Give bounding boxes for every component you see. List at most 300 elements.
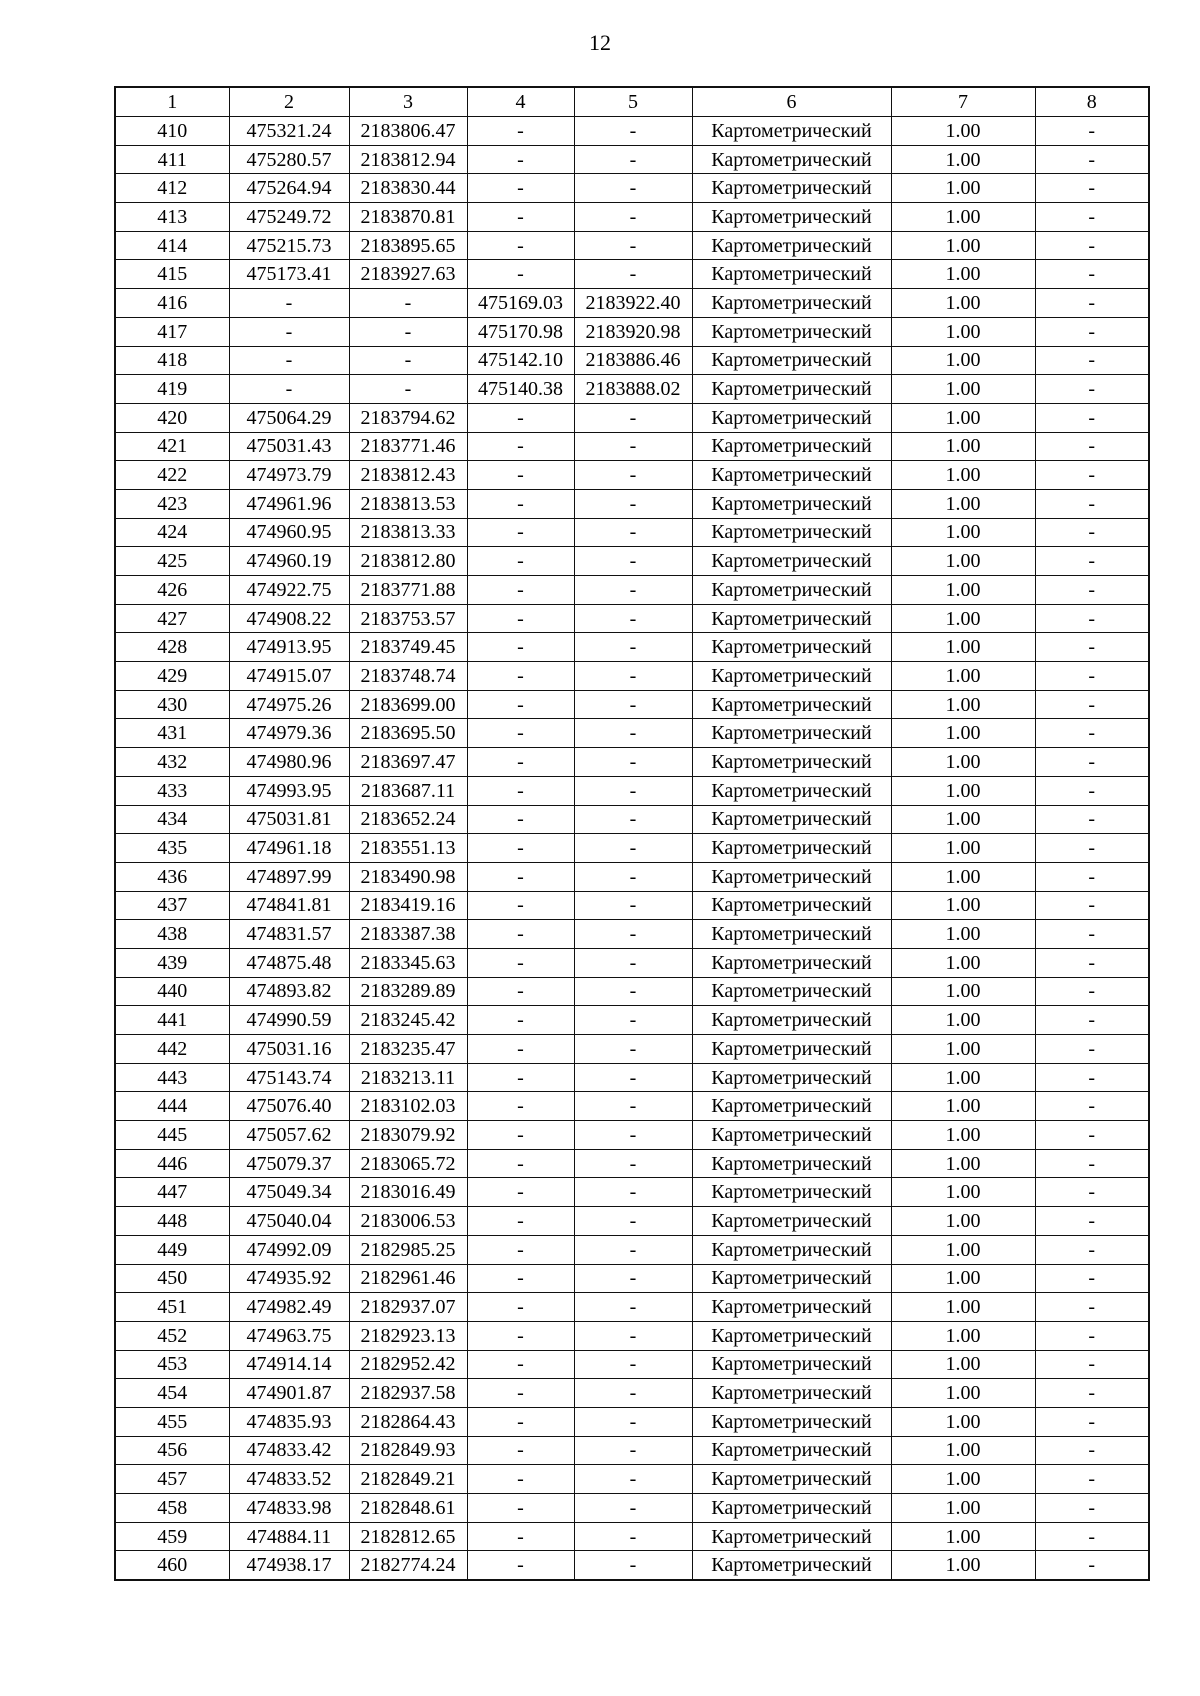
point-number-cell: 419 bbox=[115, 375, 229, 404]
note-cell: - bbox=[1035, 1063, 1149, 1092]
y-coordinate-new-cell: - bbox=[574, 1293, 692, 1322]
accuracy-cell: 1.00 bbox=[891, 1551, 1035, 1580]
accuracy-cell: 1.00 bbox=[891, 1522, 1035, 1551]
table-row bbox=[115, 547, 1149, 576]
x-coordinate-new-cell: - bbox=[467, 1178, 574, 1207]
x-coordinate-new-cell: - bbox=[467, 1149, 574, 1178]
y-coordinate-cell: 2183213.11 bbox=[349, 1063, 467, 1092]
table-row bbox=[115, 948, 1149, 977]
table-row bbox=[115, 576, 1149, 605]
y-coordinate-new-cell: - bbox=[574, 1522, 692, 1551]
table-row bbox=[115, 403, 1149, 432]
y-coordinate-cell: 2182864.43 bbox=[349, 1407, 467, 1436]
x-coordinate-new-cell: 475170.98 bbox=[467, 317, 574, 346]
method-cell: Картометрический bbox=[692, 1235, 891, 1264]
x-coordinate-new-cell: - bbox=[467, 1350, 574, 1379]
point-number-cell: 453 bbox=[115, 1350, 229, 1379]
accuracy-cell: 1.00 bbox=[891, 145, 1035, 174]
note-cell: - bbox=[1035, 1465, 1149, 1494]
method-cell: Картометрический bbox=[692, 1350, 891, 1379]
x-coordinate-cell: 475076.40 bbox=[229, 1092, 349, 1121]
x-coordinate-cell: 474831.57 bbox=[229, 920, 349, 949]
x-coordinate-new-cell: - bbox=[467, 690, 574, 719]
accuracy-cell: 1.00 bbox=[891, 403, 1035, 432]
note-cell: - bbox=[1035, 203, 1149, 232]
accuracy-cell: 1.00 bbox=[891, 1494, 1035, 1523]
y-coordinate-new-cell: - bbox=[574, 1063, 692, 1092]
point-number-cell: 440 bbox=[115, 977, 229, 1006]
note-cell: - bbox=[1035, 633, 1149, 662]
accuracy-cell: 1.00 bbox=[891, 1092, 1035, 1121]
y-coordinate-new-cell: - bbox=[574, 834, 692, 863]
point-number-cell: 430 bbox=[115, 690, 229, 719]
note-cell: - bbox=[1035, 1207, 1149, 1236]
accuracy-cell: 1.00 bbox=[891, 375, 1035, 404]
note-cell: - bbox=[1035, 662, 1149, 691]
x-coordinate-cell: - bbox=[229, 289, 349, 318]
point-number-cell: 421 bbox=[115, 432, 229, 461]
note-cell: - bbox=[1035, 1522, 1149, 1551]
method-cell: Картометрический bbox=[692, 1121, 891, 1150]
method-cell: Картометрический bbox=[692, 1178, 891, 1207]
table-row bbox=[115, 1321, 1149, 1350]
point-number-cell: 455 bbox=[115, 1407, 229, 1436]
accuracy-cell: 1.00 bbox=[891, 948, 1035, 977]
note-cell: - bbox=[1035, 805, 1149, 834]
accuracy-cell: 1.00 bbox=[891, 346, 1035, 375]
x-coordinate-new-cell: - bbox=[467, 948, 574, 977]
method-cell: Картометрический bbox=[692, 432, 891, 461]
point-number-cell: 460 bbox=[115, 1551, 229, 1580]
y-coordinate-new-cell: - bbox=[574, 948, 692, 977]
x-coordinate-cell: 475057.62 bbox=[229, 1121, 349, 1150]
table-row bbox=[115, 231, 1149, 260]
x-coordinate-cell: 474979.36 bbox=[229, 719, 349, 748]
method-cell: Картометрический bbox=[692, 690, 891, 719]
method-cell: Картометрический bbox=[692, 1006, 891, 1035]
table-row bbox=[115, 432, 1149, 461]
y-coordinate-new-cell: - bbox=[574, 604, 692, 633]
x-coordinate-new-cell: 475140.38 bbox=[467, 375, 574, 404]
accuracy-cell: 1.00 bbox=[891, 231, 1035, 260]
note-cell: - bbox=[1035, 1379, 1149, 1408]
x-coordinate-cell: 474963.75 bbox=[229, 1321, 349, 1350]
y-coordinate-new-cell: - bbox=[574, 1494, 692, 1523]
table-row bbox=[115, 461, 1149, 490]
table-row bbox=[115, 920, 1149, 949]
point-number-cell: 426 bbox=[115, 576, 229, 605]
y-coordinate-cell: 2182849.21 bbox=[349, 1465, 467, 1494]
table-row bbox=[115, 1465, 1149, 1494]
x-coordinate-new-cell: - bbox=[467, 260, 574, 289]
y-coordinate-new-cell: - bbox=[574, 1407, 692, 1436]
column-header-6: 6 bbox=[692, 87, 891, 117]
accuracy-cell: 1.00 bbox=[891, 117, 1035, 146]
x-coordinate-cell: 474833.52 bbox=[229, 1465, 349, 1494]
point-number-cell: 434 bbox=[115, 805, 229, 834]
table-row bbox=[115, 203, 1149, 232]
table-row bbox=[115, 776, 1149, 805]
x-coordinate-cell: 475264.94 bbox=[229, 174, 349, 203]
accuracy-cell: 1.00 bbox=[891, 690, 1035, 719]
table-row bbox=[115, 891, 1149, 920]
table-row bbox=[115, 1293, 1149, 1322]
method-cell: Картометрический bbox=[692, 1293, 891, 1322]
note-cell: - bbox=[1035, 1092, 1149, 1121]
x-coordinate-cell: 474938.17 bbox=[229, 1551, 349, 1580]
y-coordinate-new-cell: - bbox=[574, 748, 692, 777]
y-coordinate-cell: - bbox=[349, 346, 467, 375]
table-row bbox=[115, 317, 1149, 346]
y-coordinate-new-cell: - bbox=[574, 776, 692, 805]
x-coordinate-new-cell: - bbox=[467, 1494, 574, 1523]
note-cell: - bbox=[1035, 1121, 1149, 1150]
x-coordinate-cell: 474960.19 bbox=[229, 547, 349, 576]
x-coordinate-cell: 475064.29 bbox=[229, 403, 349, 432]
y-coordinate-cell: - bbox=[349, 317, 467, 346]
x-coordinate-cell: 475215.73 bbox=[229, 231, 349, 260]
x-coordinate-new-cell: - bbox=[467, 834, 574, 863]
x-coordinate-cell: 474841.81 bbox=[229, 891, 349, 920]
table-row bbox=[115, 375, 1149, 404]
point-number-cell: 417 bbox=[115, 317, 229, 346]
note-cell: - bbox=[1035, 174, 1149, 203]
y-coordinate-cell: 2183687.11 bbox=[349, 776, 467, 805]
y-coordinate-cell: 2183771.88 bbox=[349, 576, 467, 605]
accuracy-cell: 1.00 bbox=[891, 719, 1035, 748]
y-coordinate-new-cell: - bbox=[574, 403, 692, 432]
table-row bbox=[115, 1522, 1149, 1551]
note-cell: - bbox=[1035, 289, 1149, 318]
y-coordinate-new-cell: - bbox=[574, 1264, 692, 1293]
x-coordinate-cell: 474961.96 bbox=[229, 489, 349, 518]
x-coordinate-cell: 475049.34 bbox=[229, 1178, 349, 1207]
note-cell: - bbox=[1035, 117, 1149, 146]
accuracy-cell: 1.00 bbox=[891, 1407, 1035, 1436]
method-cell: Картометрический bbox=[692, 1207, 891, 1236]
accuracy-cell: 1.00 bbox=[891, 805, 1035, 834]
y-coordinate-cell: 2183806.47 bbox=[349, 117, 467, 146]
accuracy-cell: 1.00 bbox=[891, 604, 1035, 633]
method-cell: Картометрический bbox=[692, 633, 891, 662]
point-number-cell: 454 bbox=[115, 1379, 229, 1408]
table-row bbox=[115, 346, 1149, 375]
point-number-cell: 431 bbox=[115, 719, 229, 748]
coordinates-table bbox=[114, 86, 1150, 1581]
method-cell: Картометрический bbox=[692, 260, 891, 289]
accuracy-cell: 1.00 bbox=[891, 260, 1035, 289]
method-cell: Картометрический bbox=[692, 1379, 891, 1408]
x-coordinate-cell: 475079.37 bbox=[229, 1149, 349, 1178]
method-cell: Картометрический bbox=[692, 317, 891, 346]
y-coordinate-new-cell: - bbox=[574, 1149, 692, 1178]
method-cell: Картометрический bbox=[692, 174, 891, 203]
column-header-2: 2 bbox=[229, 87, 349, 117]
accuracy-cell: 1.00 bbox=[891, 461, 1035, 490]
table-row bbox=[115, 1379, 1149, 1408]
accuracy-cell: 1.00 bbox=[891, 1465, 1035, 1494]
y-coordinate-cell: 2183895.65 bbox=[349, 231, 467, 260]
accuracy-cell: 1.00 bbox=[891, 834, 1035, 863]
accuracy-cell: 1.00 bbox=[891, 1436, 1035, 1465]
y-coordinate-cell: 2183748.74 bbox=[349, 662, 467, 691]
x-coordinate-new-cell: - bbox=[467, 1465, 574, 1494]
point-number-cell: 452 bbox=[115, 1321, 229, 1350]
y-coordinate-cell: - bbox=[349, 375, 467, 404]
y-coordinate-cell: 2183794.62 bbox=[349, 403, 467, 432]
y-coordinate-cell: 2183813.53 bbox=[349, 489, 467, 518]
x-coordinate-new-cell: - bbox=[467, 1006, 574, 1035]
note-cell: - bbox=[1035, 403, 1149, 432]
note-cell: - bbox=[1035, 1350, 1149, 1379]
accuracy-cell: 1.00 bbox=[891, 633, 1035, 662]
table-row bbox=[115, 1350, 1149, 1379]
y-coordinate-cell: 2182849.93 bbox=[349, 1436, 467, 1465]
y-coordinate-new-cell: - bbox=[574, 231, 692, 260]
note-cell: - bbox=[1035, 260, 1149, 289]
point-number-cell: 443 bbox=[115, 1063, 229, 1092]
x-coordinate-new-cell: - bbox=[467, 174, 574, 203]
table-row bbox=[115, 748, 1149, 777]
method-cell: Картометрический bbox=[692, 862, 891, 891]
note-cell: - bbox=[1035, 1494, 1149, 1523]
point-number-cell: 424 bbox=[115, 518, 229, 547]
y-coordinate-cell: 2183419.16 bbox=[349, 891, 467, 920]
note-cell: - bbox=[1035, 1235, 1149, 1264]
point-number-cell: 449 bbox=[115, 1235, 229, 1264]
table-row bbox=[115, 145, 1149, 174]
point-number-cell: 428 bbox=[115, 633, 229, 662]
y-coordinate-new-cell: - bbox=[574, 1235, 692, 1264]
note-cell: - bbox=[1035, 375, 1149, 404]
note-cell: - bbox=[1035, 1006, 1149, 1035]
note-cell: - bbox=[1035, 1407, 1149, 1436]
x-coordinate-cell: 474980.96 bbox=[229, 748, 349, 777]
table-row bbox=[115, 1494, 1149, 1523]
accuracy-cell: 1.00 bbox=[891, 1178, 1035, 1207]
x-coordinate-cell: 475321.24 bbox=[229, 117, 349, 146]
method-cell: Картометрический bbox=[692, 518, 891, 547]
x-coordinate-cell: 475040.04 bbox=[229, 1207, 349, 1236]
y-coordinate-cell: 2183927.63 bbox=[349, 260, 467, 289]
accuracy-cell: 1.00 bbox=[891, 1379, 1035, 1408]
accuracy-cell: 1.00 bbox=[891, 1121, 1035, 1150]
method-cell: Картометрический bbox=[692, 662, 891, 691]
table-row bbox=[115, 489, 1149, 518]
y-coordinate-cell: 2183102.03 bbox=[349, 1092, 467, 1121]
accuracy-cell: 1.00 bbox=[891, 891, 1035, 920]
point-number-cell: 436 bbox=[115, 862, 229, 891]
y-coordinate-new-cell: - bbox=[574, 174, 692, 203]
y-coordinate-cell: 2183749.45 bbox=[349, 633, 467, 662]
method-cell: Картометрический bbox=[692, 748, 891, 777]
note-cell: - bbox=[1035, 547, 1149, 576]
x-coordinate-new-cell: - bbox=[467, 576, 574, 605]
accuracy-cell: 1.00 bbox=[891, 862, 1035, 891]
note-cell: - bbox=[1035, 891, 1149, 920]
accuracy-cell: 1.00 bbox=[891, 977, 1035, 1006]
accuracy-cell: 1.00 bbox=[891, 576, 1035, 605]
table-row bbox=[115, 1006, 1149, 1035]
column-header-5: 5 bbox=[574, 87, 692, 117]
method-cell: Картометрический bbox=[692, 547, 891, 576]
y-coordinate-new-cell: 2183888.02 bbox=[574, 375, 692, 404]
y-coordinate-cell: 2183812.80 bbox=[349, 547, 467, 576]
y-coordinate-new-cell: - bbox=[574, 145, 692, 174]
note-cell: - bbox=[1035, 690, 1149, 719]
point-number-cell: 420 bbox=[115, 403, 229, 432]
point-number-cell: 459 bbox=[115, 1522, 229, 1551]
y-coordinate-new-cell: - bbox=[574, 1551, 692, 1580]
y-coordinate-cell: 2182923.13 bbox=[349, 1321, 467, 1350]
x-coordinate-cell: 474975.26 bbox=[229, 690, 349, 719]
y-coordinate-new-cell: - bbox=[574, 1092, 692, 1121]
y-coordinate-cell: 2183006.53 bbox=[349, 1207, 467, 1236]
method-cell: Картометрический bbox=[692, 948, 891, 977]
point-number-cell: 444 bbox=[115, 1092, 229, 1121]
x-coordinate-new-cell: - bbox=[467, 920, 574, 949]
point-number-cell: 438 bbox=[115, 920, 229, 949]
y-coordinate-cell: 2183830.44 bbox=[349, 174, 467, 203]
y-coordinate-cell: - bbox=[349, 289, 467, 318]
x-coordinate-new-cell: - bbox=[467, 461, 574, 490]
table-row bbox=[115, 1207, 1149, 1236]
accuracy-cell: 1.00 bbox=[891, 748, 1035, 777]
table-row bbox=[115, 518, 1149, 547]
y-coordinate-new-cell: - bbox=[574, 1379, 692, 1408]
x-coordinate-cell: 475173.41 bbox=[229, 260, 349, 289]
y-coordinate-new-cell: - bbox=[574, 260, 692, 289]
accuracy-cell: 1.00 bbox=[891, 1350, 1035, 1379]
note-cell: - bbox=[1035, 346, 1149, 375]
y-coordinate-cell: 2183812.94 bbox=[349, 145, 467, 174]
y-coordinate-cell: 2183345.63 bbox=[349, 948, 467, 977]
method-cell: Картометрический bbox=[692, 1465, 891, 1494]
point-number-cell: 437 bbox=[115, 891, 229, 920]
method-cell: Картометрический bbox=[692, 604, 891, 633]
x-coordinate-cell: 474835.93 bbox=[229, 1407, 349, 1436]
y-coordinate-cell: 2183699.00 bbox=[349, 690, 467, 719]
y-coordinate-cell: 2183235.47 bbox=[349, 1035, 467, 1064]
y-coordinate-cell: 2183753.57 bbox=[349, 604, 467, 633]
y-coordinate-new-cell: - bbox=[574, 719, 692, 748]
accuracy-cell: 1.00 bbox=[891, 289, 1035, 318]
point-number-cell: 435 bbox=[115, 834, 229, 863]
x-coordinate-new-cell: - bbox=[467, 1063, 574, 1092]
point-number-cell: 414 bbox=[115, 231, 229, 260]
table-row bbox=[115, 1063, 1149, 1092]
table-row bbox=[115, 1092, 1149, 1121]
y-coordinate-new-cell: - bbox=[574, 1178, 692, 1207]
method-cell: Картометрический bbox=[692, 977, 891, 1006]
method-cell: Картометрический bbox=[692, 719, 891, 748]
y-coordinate-cell: 2182848.61 bbox=[349, 1494, 467, 1523]
x-coordinate-new-cell: - bbox=[467, 432, 574, 461]
accuracy-cell: 1.00 bbox=[891, 432, 1035, 461]
x-coordinate-new-cell: - bbox=[467, 862, 574, 891]
table-row bbox=[115, 1121, 1149, 1150]
accuracy-cell: 1.00 bbox=[891, 174, 1035, 203]
table-row bbox=[115, 289, 1149, 318]
accuracy-cell: 1.00 bbox=[891, 1035, 1035, 1064]
x-coordinate-cell: 475031.81 bbox=[229, 805, 349, 834]
accuracy-cell: 1.00 bbox=[891, 776, 1035, 805]
point-number-cell: 439 bbox=[115, 948, 229, 977]
note-cell: - bbox=[1035, 1035, 1149, 1064]
point-number-cell: 418 bbox=[115, 346, 229, 375]
column-header-1: 1 bbox=[115, 87, 229, 117]
method-cell: Картометрический bbox=[692, 1035, 891, 1064]
x-coordinate-cell: 474901.87 bbox=[229, 1379, 349, 1408]
y-coordinate-cell: 2183065.72 bbox=[349, 1149, 467, 1178]
method-cell: Картометрический bbox=[692, 920, 891, 949]
table-row bbox=[115, 260, 1149, 289]
method-cell: Картометрический bbox=[692, 231, 891, 260]
y-coordinate-new-cell: 2183886.46 bbox=[574, 346, 692, 375]
y-coordinate-new-cell: - bbox=[574, 1436, 692, 1465]
column-header-3: 3 bbox=[349, 87, 467, 117]
y-coordinate-new-cell: - bbox=[574, 489, 692, 518]
accuracy-cell: 1.00 bbox=[891, 1149, 1035, 1178]
point-number-cell: 415 bbox=[115, 260, 229, 289]
table-row bbox=[115, 1436, 1149, 1465]
y-coordinate-new-cell: 2183922.40 bbox=[574, 289, 692, 318]
x-coordinate-new-cell: - bbox=[467, 203, 574, 232]
note-cell: - bbox=[1035, 977, 1149, 1006]
y-coordinate-cell: 2183695.50 bbox=[349, 719, 467, 748]
table-row bbox=[115, 862, 1149, 891]
x-coordinate-new-cell: - bbox=[467, 117, 574, 146]
x-coordinate-new-cell: 475142.10 bbox=[467, 346, 574, 375]
y-coordinate-new-cell: - bbox=[574, 1006, 692, 1035]
method-cell: Картометрический bbox=[692, 1407, 891, 1436]
accuracy-cell: 1.00 bbox=[891, 1321, 1035, 1350]
x-coordinate-new-cell: - bbox=[467, 518, 574, 547]
method-cell: Картометрический bbox=[692, 1092, 891, 1121]
note-cell: - bbox=[1035, 719, 1149, 748]
accuracy-cell: 1.00 bbox=[891, 317, 1035, 346]
x-coordinate-new-cell: - bbox=[467, 1092, 574, 1121]
x-coordinate-new-cell: - bbox=[467, 719, 574, 748]
y-coordinate-new-cell: - bbox=[574, 1321, 692, 1350]
accuracy-cell: 1.00 bbox=[891, 920, 1035, 949]
accuracy-cell: 1.00 bbox=[891, 1207, 1035, 1236]
y-coordinate-cell: 2182774.24 bbox=[349, 1551, 467, 1580]
y-coordinate-cell: 2183387.38 bbox=[349, 920, 467, 949]
note-cell: - bbox=[1035, 834, 1149, 863]
x-coordinate-cell: 474990.59 bbox=[229, 1006, 349, 1035]
y-coordinate-new-cell: - bbox=[574, 1207, 692, 1236]
x-coordinate-new-cell: - bbox=[467, 748, 574, 777]
note-cell: - bbox=[1035, 1149, 1149, 1178]
y-coordinate-new-cell: - bbox=[574, 633, 692, 662]
y-coordinate-cell: 2182937.58 bbox=[349, 1379, 467, 1408]
x-coordinate-cell: 474982.49 bbox=[229, 1293, 349, 1322]
accuracy-cell: 1.00 bbox=[891, 489, 1035, 518]
point-number-cell: 423 bbox=[115, 489, 229, 518]
table-row bbox=[115, 719, 1149, 748]
note-cell: - bbox=[1035, 1178, 1149, 1207]
y-coordinate-new-cell: - bbox=[574, 518, 692, 547]
x-coordinate-new-cell: - bbox=[467, 1407, 574, 1436]
x-coordinate-new-cell: - bbox=[467, 1551, 574, 1580]
x-coordinate-new-cell: - bbox=[467, 776, 574, 805]
table-row bbox=[115, 604, 1149, 633]
y-coordinate-new-cell: - bbox=[574, 432, 692, 461]
method-cell: Картометрический bbox=[692, 289, 891, 318]
method-cell: Картометрический bbox=[692, 1551, 891, 1580]
method-cell: Картометрический bbox=[692, 203, 891, 232]
